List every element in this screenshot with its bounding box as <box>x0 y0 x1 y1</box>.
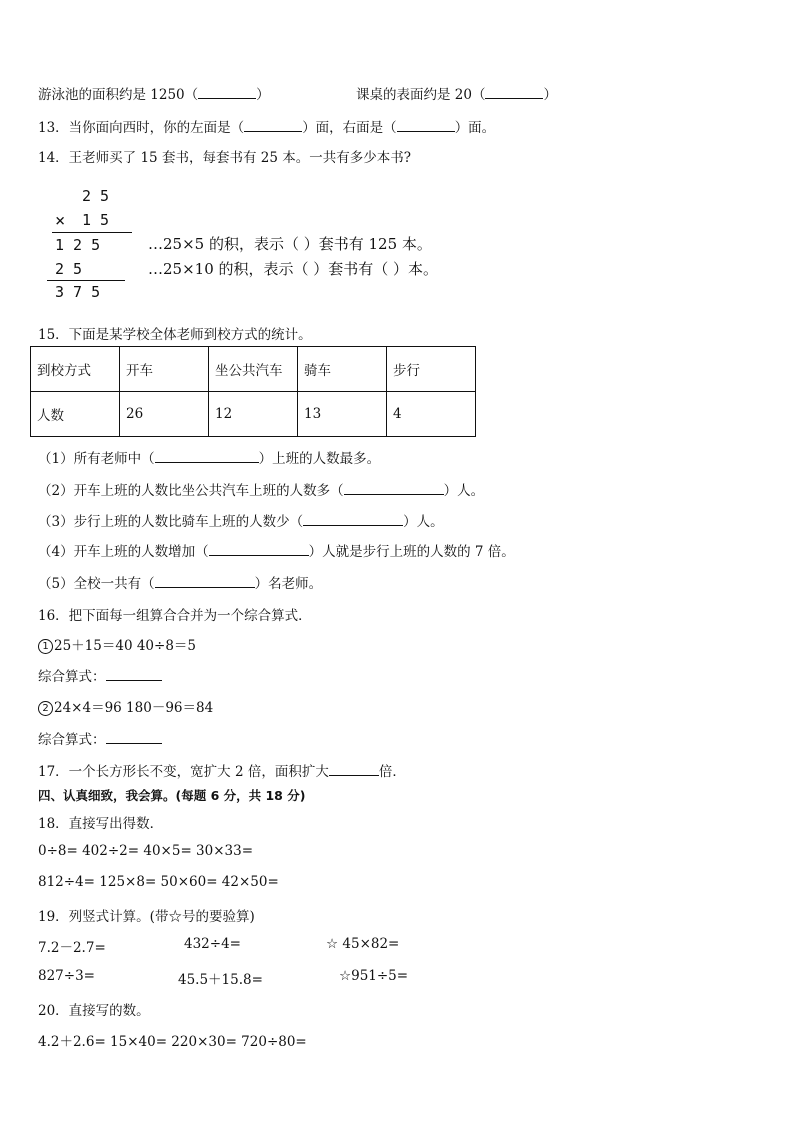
sub-text: ）上班的人数最多。 <box>258 451 381 467</box>
table-row <box>31 392 476 437</box>
group-expressions: 24×4＝96 180－96＝84 <box>54 700 214 716</box>
answer-blank[interactable] <box>106 668 162 681</box>
q18-row-2: 812÷4= 125×8= 50×60= 42×50= <box>38 874 279 890</box>
desk-area-row <box>356 83 557 103</box>
sub-text: （1）所有老师中（ <box>38 451 155 467</box>
question-16-title: 16．把下面每一组算合合并为一个综合算式． <box>38 608 312 624</box>
table-cell: 13 <box>298 392 387 437</box>
sub-text: ）名老师。 <box>254 576 323 592</box>
times-sign: × <box>55 211 66 231</box>
q19-item: 432÷4= <box>184 936 241 952</box>
number-circle: 2 <box>38 701 53 716</box>
table-cell: 26 <box>120 392 209 437</box>
answer-blank[interactable] <box>198 86 256 99</box>
q13-text-c: ）面。 <box>454 120 496 136</box>
q17-text-b: 倍． <box>378 764 406 780</box>
question-18-title: 18．直接写出得数． <box>38 816 164 832</box>
answer-blank[interactable] <box>209 543 309 556</box>
q15-sub4 <box>38 540 515 560</box>
table-header-cell: 到校方式 <box>31 347 120 392</box>
note-partial-2: …25×10 的积，表示（ ）套书有（ ）本。 <box>148 260 439 278</box>
combined-label: 综合算式： <box>38 669 106 685</box>
q19-item: 7.2－2.7= <box>38 940 106 956</box>
q19-item: 45.5＋15.8= <box>178 972 263 988</box>
q19-item: ☆ 45×82= <box>326 936 400 952</box>
answer-blank[interactable] <box>106 731 162 744</box>
q13-text-a: 13．当你面向西时，你的左面是（ <box>38 120 245 136</box>
question-13 <box>38 116 495 136</box>
combined-label: 综合算式： <box>38 732 106 748</box>
q16-combined-1 <box>38 665 162 685</box>
sub-text: （5）全校一共有（ <box>38 576 155 592</box>
partial-product-1: 1 2 5 <box>55 236 101 254</box>
answer-blank[interactable] <box>155 450 259 463</box>
bracket-close: ） <box>256 87 270 103</box>
sub-text: ）人。 <box>443 483 485 499</box>
bracket-close: ） <box>543 87 557 103</box>
q13-text-b: ）面，右面是（ <box>302 120 397 136</box>
table-cell: 4 <box>387 392 476 437</box>
sub-text: （2）开车上班的人数比坐公共汽车上班的人数多（ <box>38 483 344 499</box>
q16-group-1 <box>38 634 196 654</box>
answer-blank[interactable] <box>244 119 302 132</box>
top-row <box>38 83 270 103</box>
q16-group-2 <box>38 696 213 716</box>
partial-product-2: 2 5 <box>55 260 83 278</box>
sub-text: （4）开车上班的人数增加（ <box>38 544 209 560</box>
group-expressions: 25＋15＝40 40÷8＝5 <box>54 638 196 654</box>
table-cell: 12 <box>209 392 298 437</box>
section-4-heading: 四、认真细致，我会算。(每题 6 分，共 18 分) <box>38 788 306 803</box>
note-partial-1: …25×5 的积，表示（ ）套书有 125 本。 <box>148 235 432 253</box>
multiplier: 1 5 <box>82 211 110 229</box>
q16-combined-2 <box>38 728 162 748</box>
question-17 <box>38 760 406 780</box>
q15-sub1 <box>38 447 380 467</box>
answer-blank[interactable] <box>344 482 444 495</box>
answer-blank[interactable] <box>485 86 543 99</box>
answer-blank[interactable] <box>397 119 455 132</box>
q15-sub3 <box>38 510 444 530</box>
rule-line <box>52 232 132 233</box>
question-19-title: 19．列竖式计算。(带☆号的要验算) <box>38 909 255 925</box>
answer-blank[interactable] <box>329 763 379 776</box>
question-14-title: 14．王老师买了 15 套书，每套书有 25 本。一共有多少本书? <box>38 150 411 166</box>
table-header-cell: 骑车 <box>298 347 387 392</box>
q15-sub2 <box>38 479 484 499</box>
table-cell: 人数 <box>31 392 120 437</box>
multiplicand: 2 5 <box>82 187 110 205</box>
sub-text: ）人。 <box>403 514 444 530</box>
product: 3 7 5 <box>55 283 101 301</box>
question-20-title: 20．直接写的数。 <box>38 1003 150 1019</box>
q18-row-1: 0÷8= 402÷2= 40×5= 30×33= <box>38 843 254 859</box>
q19-item: 827÷3= <box>38 968 95 984</box>
number-circle: 1 <box>38 639 53 654</box>
table-header-cell: 坐公共汽车 <box>209 347 298 392</box>
table-header-row <box>31 347 476 392</box>
sub-text: （3）步行上班的人数比骑车上班的人数少（ <box>38 514 304 530</box>
pool-area-text: 游泳池的面积约是 1250（ <box>38 87 199 103</box>
question-15-title: 15．下面是某学校全体老师到校方式的统计。 <box>38 327 312 343</box>
table-header-cell: 步行 <box>387 347 476 392</box>
q17-text-a: 17．一个长方形长不变，宽扩大 2 倍，面积扩大 <box>38 764 329 780</box>
answer-blank[interactable] <box>155 575 255 588</box>
table-header-cell: 开车 <box>120 347 209 392</box>
commute-stats-table <box>30 346 476 437</box>
desk-area-text: 课桌的表面约是 20（ <box>356 87 486 103</box>
answer-blank[interactable] <box>303 513 403 526</box>
q19-item: ☆951÷5= <box>339 968 409 984</box>
rule-line <box>47 280 125 281</box>
sub-text: ）人就是步行上班的人数的 7 倍。 <box>308 544 515 560</box>
q20-row: 4.2＋2.6= 15×40= 220×30= 720÷80= <box>38 1034 307 1050</box>
q15-sub5 <box>38 572 322 592</box>
